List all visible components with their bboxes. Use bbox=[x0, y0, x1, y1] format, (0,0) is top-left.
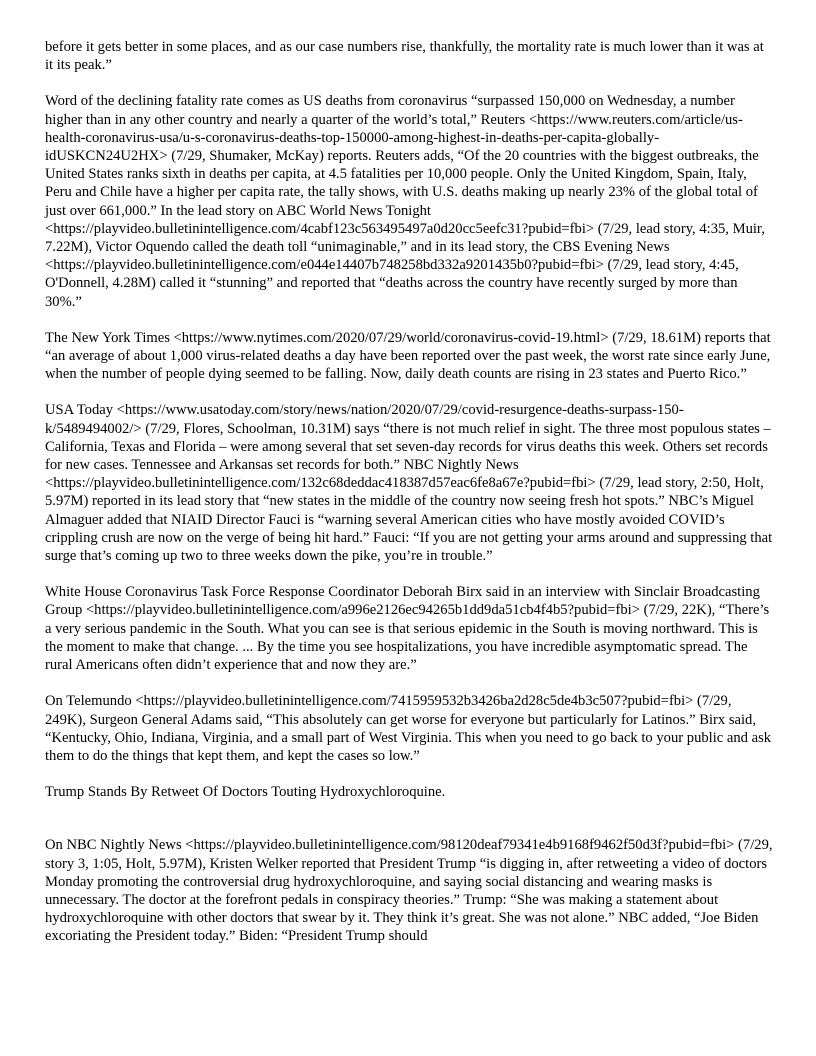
paragraph-nyt: The New York Times <https://www.nytimes.com/2020/07/29/world/coronavirus-covid-19.html> (7/29, 18.61M) reports that “an average of about 1,000 virus-related deaths a day have been reported over the past week, the worst rate since early June, when the number of people dying seemed to be falling. Now, daily death counts are rising in 23 states and Puerto Rico.” bbox=[45, 329, 771, 383]
paragraph-telemundo: On Telemundo <https://playvideo.bulletinintelligence.com/7415959532b3426ba2d28c5de4b3c507?pubid=fbi> (7/29, 249K), Surgeon General Adams said, “This absolutely can get worse for everyone but particularly for Latinos.” Birx said, “Kentucky, Ohio, Indiana, Virginia, and a small part of West Virginia. This when you need to go back to your public and ask them to do the things that kept them, and kept the cases so low.” bbox=[45, 693, 772, 764]
paragraph-birx: White House Coronavirus Task Force Response Coordinator Deborah Birx said in an interview with Sinclair Broadcasting Group <https://playvideo.bulletinintelligence.com/a996e2126ec94265b1dd9da51cb4f4b5?pubid=fbi> (7/29, 22K), “There’s a very serious pandemic in the South. What you can see is that serious epidemic in the South is moving northward. This is the moment to make that change. ... By the time you see hospitalizations, you have incredible asymptomatic spread. The rural Americans often didn’t experience that and now they are.” bbox=[45, 584, 770, 674]
paragraph-mortality-rate: before it gets better in some places, and as our case numbers rise, thankfully, the mortality rate is much lower than it was at it its peak.” bbox=[45, 39, 764, 74]
paragraph-us-deaths: Word of the declining fatality rate comes as US deaths from coronavirus “surpassed 150,000 on Wednesday, a number higher than in any other country and nearly a quarter of the world’s total,” Reuters <https://www.reuters.com/article/us-health-coronavirus-usa/u-s-coronavirus-deaths-top-150000-among-highest-in-deaths-per-capita-globally-idUSKCN24U2HX> (7/29, Shumaker, McKay) reports. Reuters adds, “Of the 20 countries with the biggest outbreaks, the United States ranks sixth in deaths per capita, at 4.5 fatalities per 10,000 people. Only the United Kingdom, Spain, Italy, Peru and Chile have a higher per capita rate, the tally shows, with U.S. deaths making up nearly 23% of the global total of just over 661,000.” In the lead story on ABC World News Tonight <https://playvideo.bulletinintelligence.com/4cabf123c563495497a0d20cc5eefc31?pubid=fbi> (7/29, lead story, 4:35, Muir, 7.22M), Victor Oquendo called the death toll “unimaginable,” and in its lead story, the CBS Evening News <https://playvideo.bulletinintelligence.com/e044e14407b748258bd332a9201435b0?pubid=fbi> (7/29, lead story, 4:45, O'Donnell, 4.28M) called it “stunning” and reported that “deaths across the country have recently surged by more than 30%.” bbox=[45, 93, 765, 310]
section-headline: Trump Stands By Retweet Of Doctors Touting Hydroxychloroquine. bbox=[45, 784, 446, 801]
paragraph-usa-today: USA Today <https://www.usatoday.com/story/news/nation/2020/07/29/covid-resurgence-deaths-surpass-150-k/5489494002/> (7/29, Flores, Schoolman, 10.31M) says “there is not much relief in sight. The three most populous states – California, Texas and Florida – were among several that set seven-day records for virus deaths this week. Others set records for new cases. Tennessee and Arkansas set records for both.” NBC Nightly News <https://playvideo.bulletinintelligence.com/132c68deddac418387d57eac6fe8a67e?pubid=fbi> (7/29, lead story, 2:50, Holt, 5.97M) reported in its lead story that “new states in the middle of the country now seeing fresh hot spots.” NBC’s Miguel Almaguer added that NIAID Director Fauci is “warning several American cities who have mostly avoided COVID’s crippling crush are now on the verge of being hit hard.” Fauci: “If you are not getting your arms around and suppressing that surge that’s coming up two to three weeks down the pike, you’re in trouble.” bbox=[45, 402, 773, 565]
paragraph-nbc-hydroxychloroquine: On NBC Nightly News <https://playvideo.bulletinintelligence.com/98120deaf79341e4b9168f9462f50d3f?pubid=fbi> (7/29, story 3, 1:05, Holt, 5.97M), Kristen Welker reported that President Trump “is digging in, after retweeting a video of doctors Monday promoting the controversial drug hydroxychloroquine, and saying social distancing and wearing masks is unnecessary. The doctor at the forefront pedals in conspiracy theories.” Trump: “She was making a statement about hydroxychloroquine with other doctors that swear by it. They think it’s great. She was not alone.” NBC added, “Joe Biden excoriating the President today.” Biden: “President Trump should bbox=[45, 837, 773, 945]
document-page bbox=[45, 38, 775, 964]
